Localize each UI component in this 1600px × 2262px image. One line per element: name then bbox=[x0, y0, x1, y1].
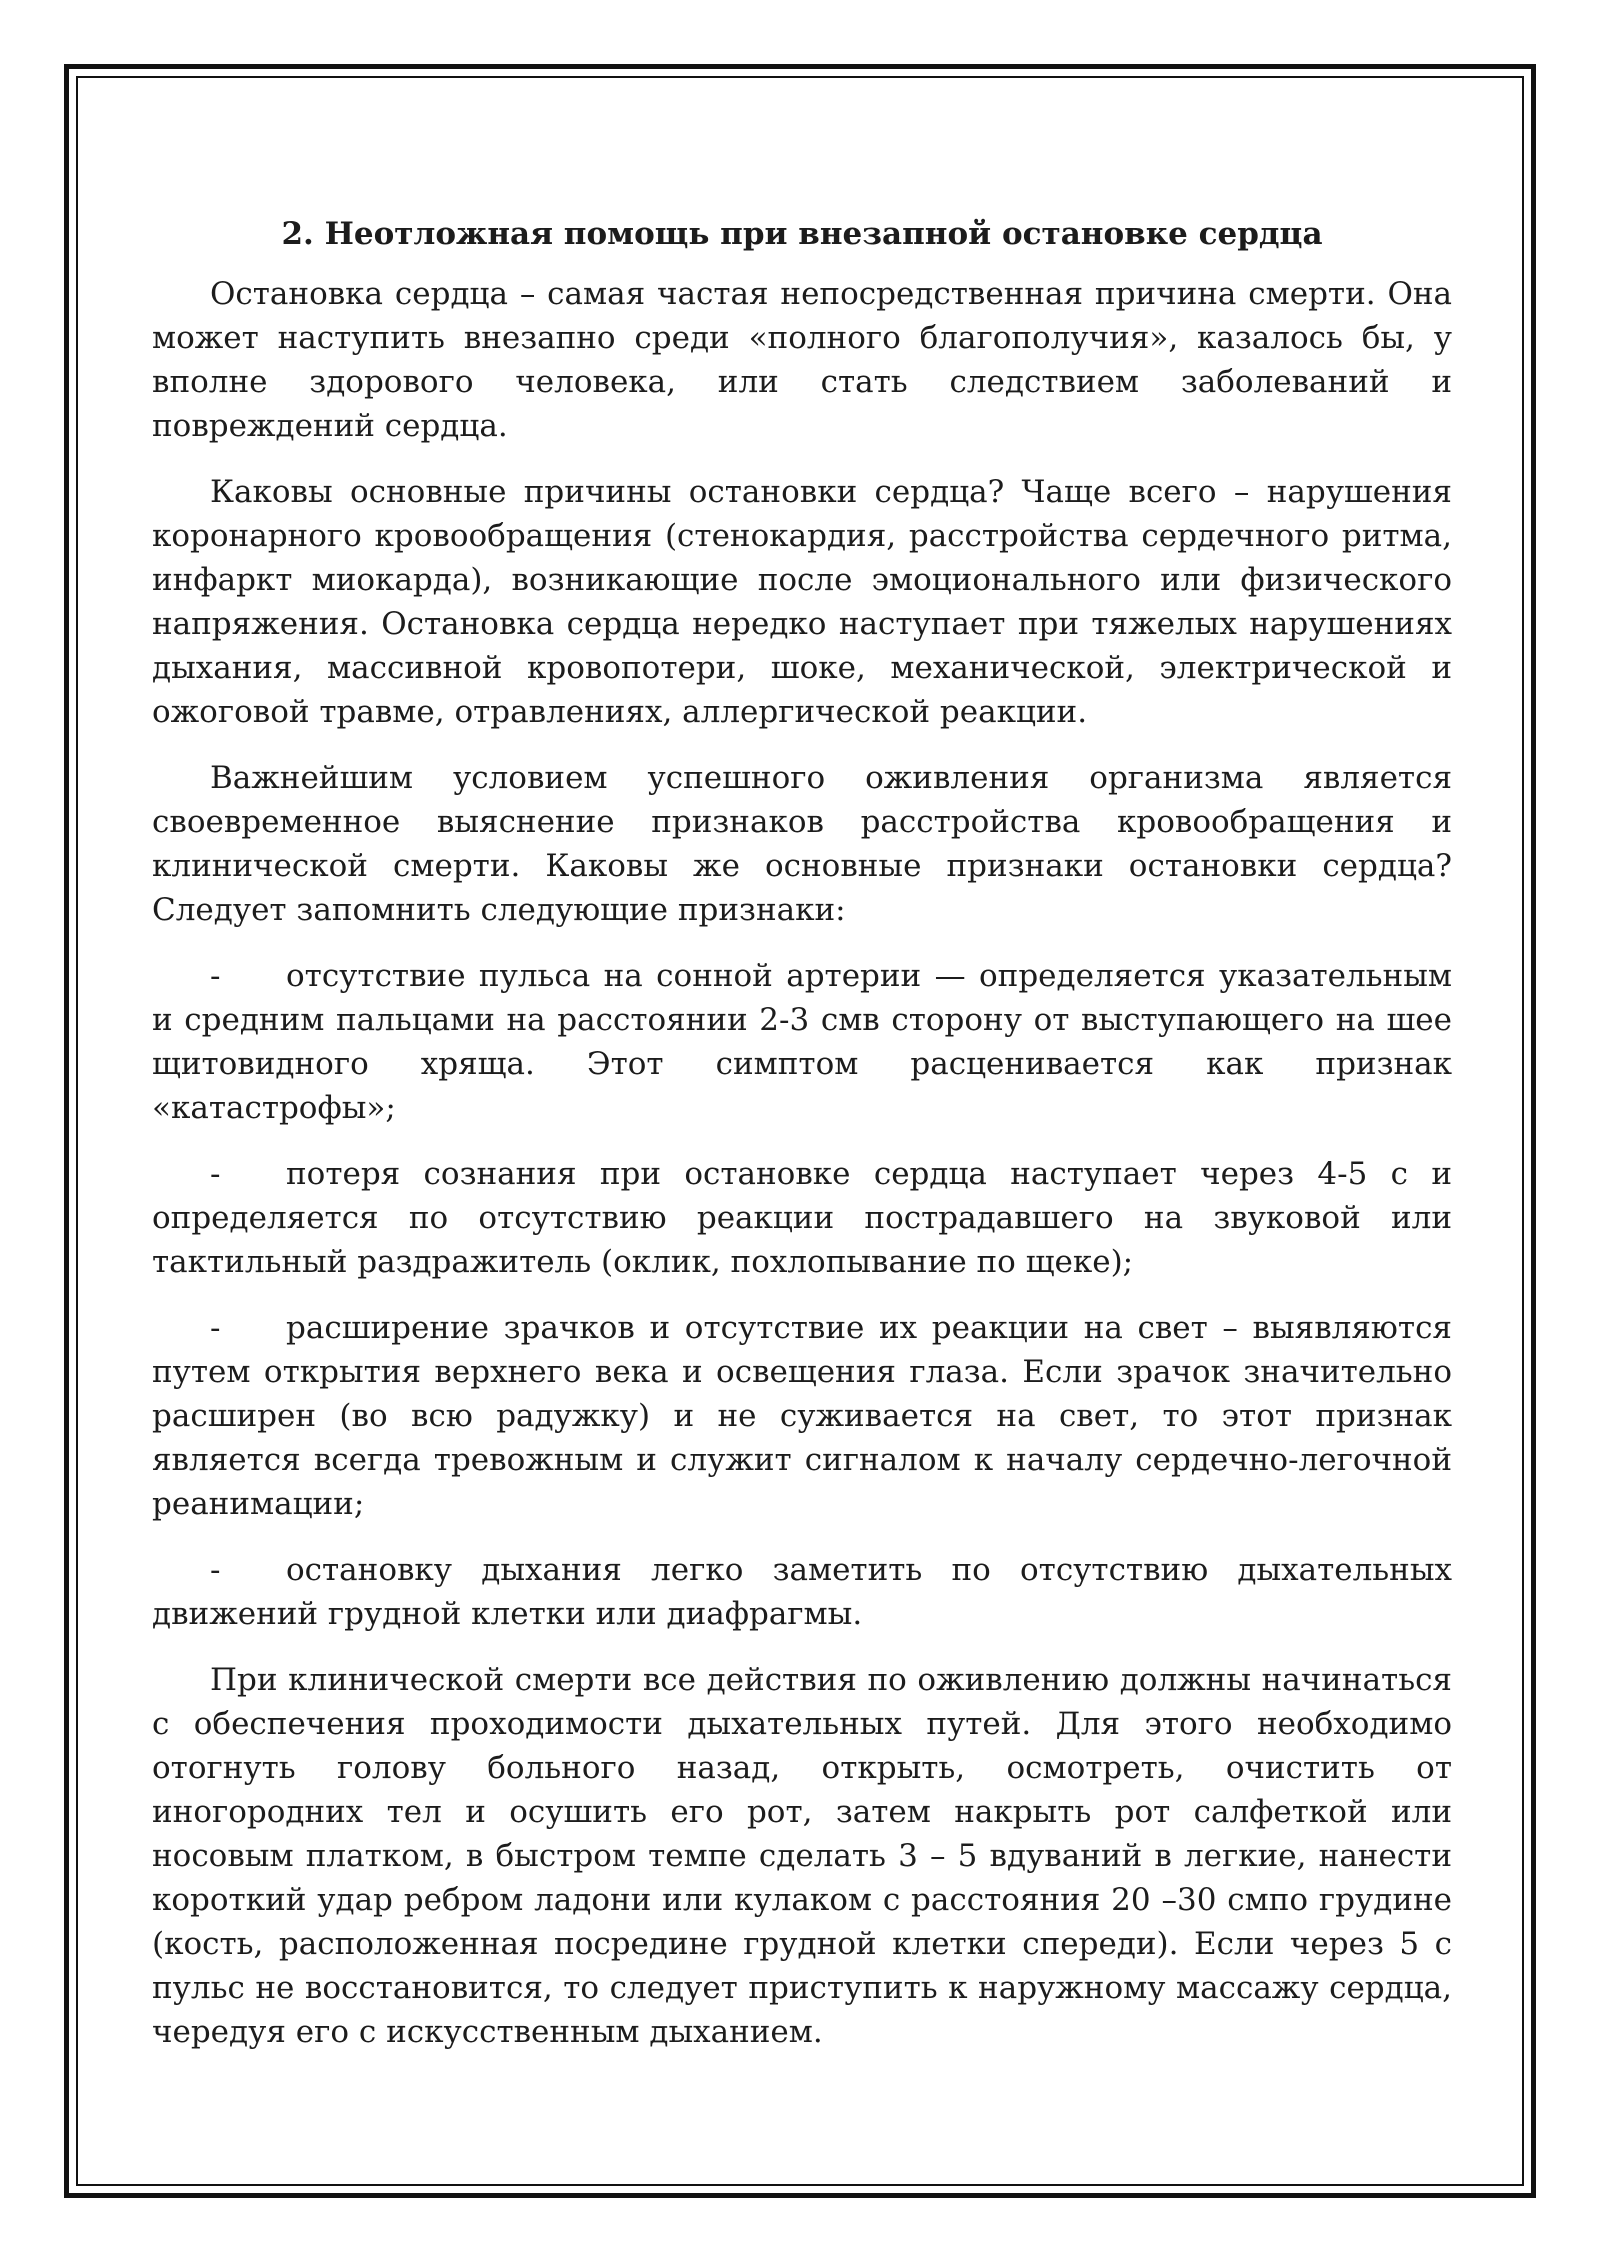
list-item-text: отсутствие пульса на сонной артерии — определяется указательным и средним пальцами на расстоянии 2-3 смв сторону от выступающего на шее щитовидного хряща. Этот симптом расценивается как признак «катастрофы»; bbox=[152, 958, 1452, 1126]
list-item-text: потеря сознания при остановке сердца наступает через 4-5 с и определяется по отсутствию реакции пострадавшего на звуковой или тактильный раздражитель (оклик, похлопывание по щеке); bbox=[152, 1156, 1452, 1280]
paragraph-signs: Важнейшим условием успешного оживления организма является своевременное выяснение признаков расстройства кровообращения и клинической смерти. Каковы же основные признаки остановки сердца? Следует запомнить следующие признаки: bbox=[152, 760, 1452, 928]
bullet-dash: - bbox=[210, 1156, 221, 1192]
document-body bbox=[152, 212, 1452, 2076]
paragraph-closing: При клинической смерти все действия по оживлению должны начинаться с обеспечения проходимости дыхательных путей. Для этого необходимо отогнуть голову больного назад, открыть, осмотреть, очистить от иногородних тел и осушить его рот, затем накрыть рот салфеткой или носовым платком, в быстром темпе сделать 3 – 5 вдуваний в легкие, нанести короткий удар ребром ладони или кулаком с расстояния 20 –30 смпо грудине (кость, расположенная посредине грудной клетки спереди). Если через 5 с пульс не восстановится, то следует приступить к наружному массажу сердца, чередуя его с искусственным дыханием. bbox=[152, 1662, 1452, 2050]
list-item bbox=[152, 1306, 1452, 1526]
bullet-dash: - bbox=[210, 1310, 221, 1346]
list-item bbox=[152, 954, 1452, 1130]
bullet-dash: - bbox=[210, 958, 221, 994]
paragraph-causes: Каковы основные причины остановки сердца? Чаще всего – нарушения коронарного кровообращения (стенокардия, расстройства сердечного ритма, инфаркт миокарда), возникающие после эмоционального или физического напряжения. Остановка сердца нередко наступает при тяжелых нарушениях дыхания, массивной кровопотери, шоке, механической, электрической и ожоговой травме, отравлениях, аллергической реакции. bbox=[152, 474, 1452, 730]
list-item bbox=[152, 1548, 1452, 1636]
list-item-text: расширение зрачков и отсутствие их реакции на свет – выявляются путем открытия верхнего века и освещения глаза. Если зрачок значительно расширен (во всю радужку) и не суживается на свет, то этот признак является всегда тревожным и служит сигналом к началу сердечно-легочной реанимации; bbox=[152, 1310, 1452, 1522]
paragraph-intro: Остановка сердца – самая частая непосредственная причина смерти. Она может наступить внезапно среди «полного благополучия», казалось бы, у вполне здорового человека, или стать следствием заболеваний и повреждений сердца. bbox=[152, 276, 1452, 444]
section-heading: 2. Неотложная помощь при внезапной остановке сердца bbox=[281, 216, 1323, 252]
list-item-text: остановку дыхания легко заметить по отсутствию дыхательных движений грудной клетки или диафрагмы. bbox=[152, 1552, 1452, 1632]
bullet-dash: - bbox=[210, 1552, 221, 1588]
list-item bbox=[152, 1152, 1452, 1284]
